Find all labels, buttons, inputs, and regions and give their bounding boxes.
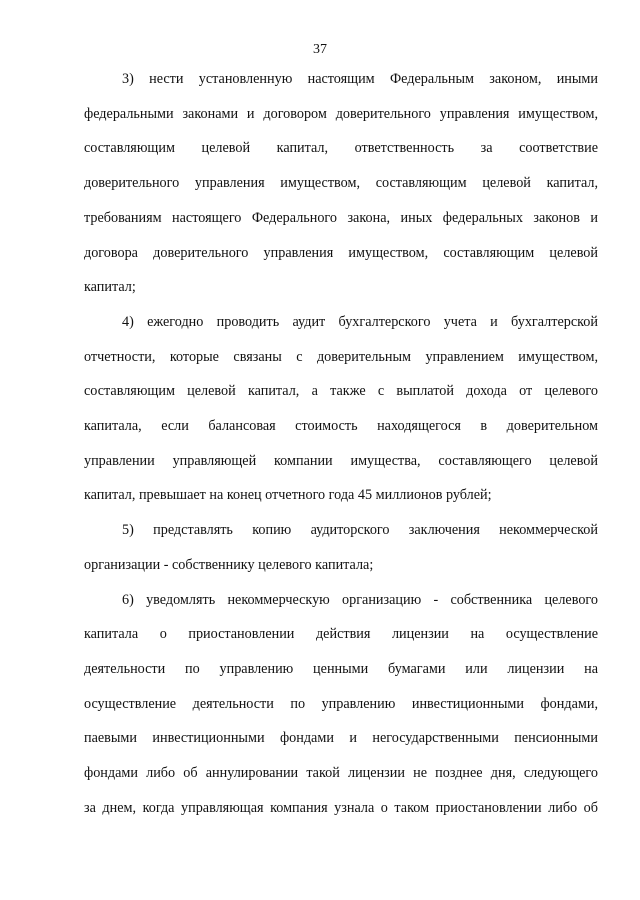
text-line: 6) уведомлять некоммерческую организацию - собственника целевого bbox=[122, 591, 598, 608]
text-line: составляющим целевой капитал, ответственность за соответствие bbox=[84, 140, 598, 157]
text-line: 4) ежегодно проводить аудит бухгалтерского учета и бухгалтерской bbox=[122, 313, 598, 330]
page-number: 37 bbox=[313, 42, 327, 57]
document-body bbox=[84, 62, 598, 825]
text-line: отчетности, которые связаны с доверительным управлением имуществом, bbox=[84, 348, 598, 365]
text-line: за днем, когда управляющая компания узнала о таком приостановлении либо об bbox=[84, 799, 598, 816]
text-line: капитал; bbox=[84, 279, 136, 296]
text-line: доверительного управления имуществом, составляющим целевой капитал, bbox=[84, 175, 598, 192]
text-line: составляющим целевой капитал, а также с выплатой дохода от целевого bbox=[84, 383, 598, 400]
text-line: капитал, превышает на конец отчетного года 45 миллионов рублей; bbox=[84, 487, 492, 504]
text-line: федеральными законами и договором доверительного управления имуществом, bbox=[84, 105, 598, 122]
text-line: паевыми инвестиционными фондами и негосударственными пенсионными bbox=[84, 730, 598, 747]
text-line: организации - собственнику целевого капитала; bbox=[84, 556, 374, 573]
text-line: капитала о приостановлении действия лицензии на осуществление bbox=[84, 626, 598, 643]
text-line: 5) представлять копию аудиторского заключения некоммерческой bbox=[122, 522, 598, 539]
text-line: 3) нести установленную настоящим Федеральным законом, иными bbox=[122, 71, 598, 87]
paragraph-item-4 bbox=[84, 305, 598, 513]
paragraph-item-6 bbox=[84, 583, 598, 826]
text-line: требованиям настоящего Федерального закона, иных федеральных законов и bbox=[84, 209, 598, 226]
paragraph-item-3 bbox=[84, 62, 598, 305]
text-line: капитала, если балансовая стоимость находящегося в доверительном bbox=[84, 418, 598, 435]
text-line: деятельности по управлению ценными бумагами или лицензии на bbox=[84, 660, 598, 677]
text-line: управлении управляющей компании имущества, составляющего целевой bbox=[84, 452, 598, 469]
text-line: договора доверительного управления имуществом, составляющим целевой bbox=[84, 244, 598, 261]
paragraph-item-5 bbox=[84, 513, 598, 582]
text-line: фондами либо об аннулировании такой лицензии не позднее дня, следующего bbox=[84, 765, 598, 782]
text-line: осуществление деятельности по управлению инвестиционными фондами, bbox=[84, 695, 598, 712]
